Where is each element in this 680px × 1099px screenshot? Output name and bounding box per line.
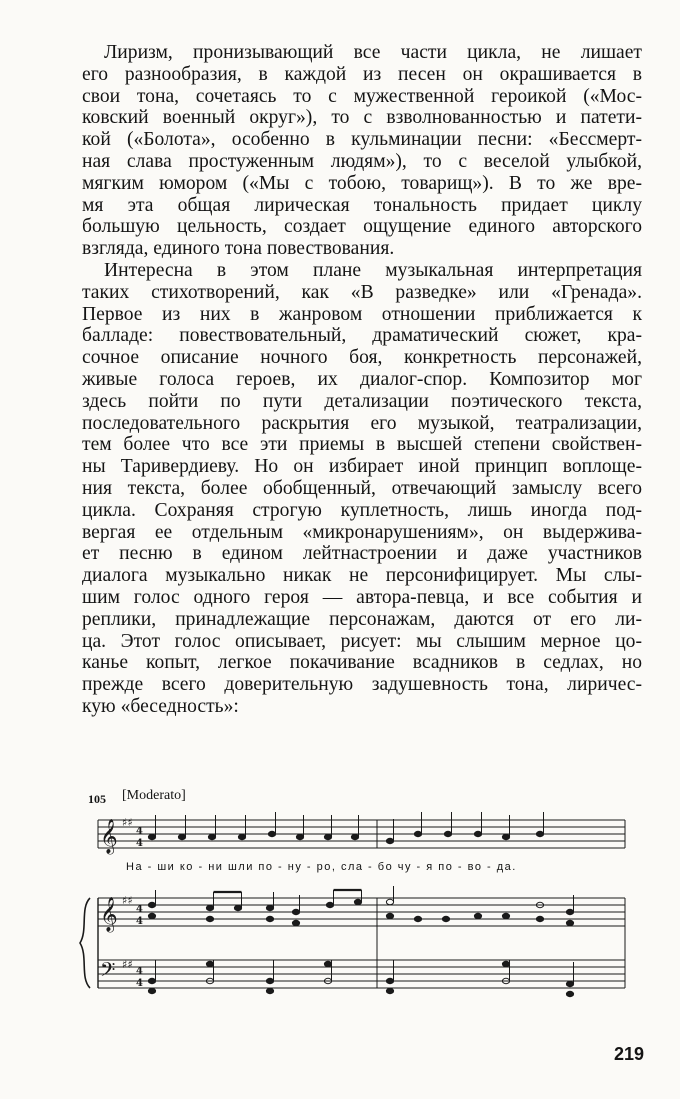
- text-line: ны Таривердиеву. Но он избирает иной принцип воплоще-: [82, 456, 642, 478]
- text-line: канье копыт, легкое покачивание всадников в седлах, но: [82, 652, 642, 674]
- example-number: 105: [88, 792, 106, 806]
- text-line: мягким юмором («Мы с тобою, товарищ»). В то же вре-: [82, 172, 642, 194]
- text-line: мя эта общая лирическая тональность придает циклу: [82, 194, 642, 216]
- piano-left-notes: [148, 960, 573, 997]
- text-line: взгляда, единого тона повествования.: [82, 238, 395, 260]
- svg-text:4: 4: [136, 838, 143, 849]
- text-line: Первое из них в жанровом отношении приближается к: [82, 303, 642, 325]
- svg-text:4: 4: [136, 966, 143, 977]
- tempo-marking: [Moderato]: [122, 788, 186, 803]
- text-line: тем более что все эти приемы в высшей степени свойствен-: [82, 434, 642, 456]
- svg-text:𝄞: 𝄞: [100, 819, 118, 854]
- paragraph-1: [82, 42, 642, 260]
- voice-notes: [148, 812, 543, 844]
- text-line: ная слава простуженным людям»), то с веселой улыбкой,: [82, 150, 642, 172]
- text-line: кую «беседность»:: [82, 695, 239, 717]
- text-line: ковский военный округ»), то с взволнованностью и патети-: [82, 107, 642, 129]
- text-line: цикла. Сохраняя строгую куплетность, лишь иногда под-: [82, 499, 642, 521]
- text-line: свои тона, сочетаясь то с мужественной героикой («Мос-: [82, 85, 642, 107]
- body-text: [82, 42, 642, 718]
- svg-text:4: 4: [136, 826, 143, 837]
- piano-left-staff: [98, 960, 625, 988]
- svg-text:𝄢: 𝄢: [100, 958, 116, 986]
- text-line: вергая ее отдельным «микронарушениям», он выдержива-: [82, 521, 642, 543]
- text-line: ца. Этот голос описывает, рисует: мы слышим мерное цо-: [82, 630, 642, 652]
- text-line: последовательного раскрытия его музыкой, театрализации,: [82, 412, 642, 434]
- piano-right-notes: [148, 886, 573, 926]
- text-line: шим голос одного героя — автора-певца, и все события и: [82, 586, 642, 608]
- svg-text:𝄞: 𝄞: [100, 897, 118, 932]
- page-number: 219: [613, 1044, 644, 1064]
- text-line: реплики, принадлежащие персонажам, даются от его ли-: [82, 608, 642, 630]
- voice-staff: [98, 820, 625, 848]
- text-line: диалога музыкально никак не персонифицирует. Мы слы-: [82, 565, 642, 587]
- music-example: [70, 790, 645, 1005]
- svg-text:♯♯: ♯♯: [122, 958, 133, 971]
- score-svg: [70, 790, 645, 1005]
- svg-text:4: 4: [136, 916, 143, 927]
- text-line: Лиризм, пронизывающий все части цикла, не лишает: [104, 42, 642, 63]
- text-line: Интересна в этом плане музыкальная интерпретация: [104, 259, 642, 281]
- paragraph-2: [82, 260, 642, 718]
- text-line: таких стихотворений, как «В разведке» или «Гренада».: [82, 281, 642, 303]
- text-line: живые голоса героев, их диалог-спор. Композитор мог: [82, 368, 642, 390]
- text-line: ния текста, более обобщенный, отвечающий замыслу всего: [82, 477, 642, 499]
- text-line: ет песню в едином лейтнастроении и даже участников: [82, 543, 642, 565]
- lyrics: На - ши ко - ни шли по - ну - ро, сла - бо чу - я по - во - да.: [126, 861, 517, 873]
- text-line: здесь пойти по пути детализации поэтического текста,: [82, 390, 642, 412]
- svg-text:4: 4: [136, 978, 143, 989]
- svg-text:4: 4: [136, 904, 143, 915]
- text-line: кой («Болота», особенно в кульминации песни: «Бессмерт-: [82, 129, 642, 151]
- svg-text:♯♯: ♯♯: [122, 816, 133, 829]
- text-line: его разнообразия, в каждой из песен он окрашивается в: [82, 63, 642, 85]
- text-line: балладе: повествовательный, драматический сюжет, кра-: [82, 325, 642, 347]
- text-line: большую цельность, создает ощущение единого авторского: [82, 216, 642, 238]
- text-line: прежде всего доверительную задушевность тона, лиричес-: [82, 674, 642, 696]
- svg-text:♯♯: ♯♯: [122, 894, 133, 907]
- text-line: сочное описание ночного боя, конкретность персонажей,: [82, 347, 642, 369]
